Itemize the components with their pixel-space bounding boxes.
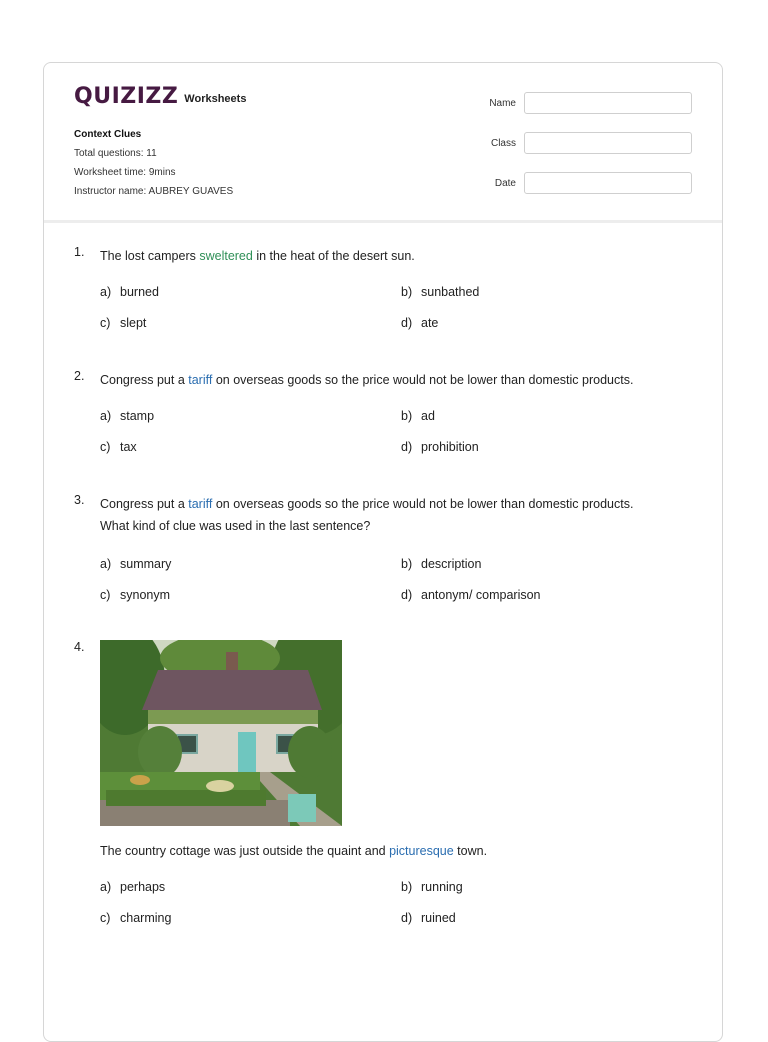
name-label: Name <box>489 97 516 109</box>
option-letter: a) <box>100 557 112 571</box>
instructor-name: Instructor name: AUBREY GUAVES <box>74 186 234 197</box>
option-d[interactable] <box>401 911 456 925</box>
option-letter: b) <box>401 409 413 423</box>
option-label: ate <box>421 316 439 330</box>
question-text <box>100 369 690 391</box>
question-2 <box>74 369 694 479</box>
option-label: perhaps <box>120 880 166 894</box>
keyword: tariff <box>188 373 213 387</box>
question-text-part: Congress put a <box>100 373 189 387</box>
date-row <box>482 171 692 195</box>
option-label: slept <box>120 316 147 330</box>
option-label: sunbathed <box>421 285 480 299</box>
question-text-part: on overseas goods so the price would not be lower than domestic products. <box>212 497 634 511</box>
option-a[interactable] <box>100 409 154 423</box>
option-b[interactable] <box>401 557 481 571</box>
keyword: picturesque <box>389 844 454 858</box>
question-text-part: What kind of clue was used in the last sentence? <box>100 519 371 533</box>
question-text <box>100 840 690 862</box>
class-row <box>482 131 692 155</box>
cottage-image <box>100 640 342 826</box>
class-field[interactable] <box>524 132 692 154</box>
logo-wordmark: QUIZIZZ <box>74 84 179 109</box>
question-text-part: The country cottage was just outside the quaint and <box>100 844 390 858</box>
option-c[interactable] <box>100 911 171 925</box>
option-label: ruined <box>421 911 456 925</box>
class-label: Class <box>490 137 516 149</box>
option-d[interactable] <box>401 588 541 602</box>
logo-subtitle: Worksheets <box>184 93 247 105</box>
option-label: summary <box>120 557 172 571</box>
name-field[interactable] <box>524 92 692 114</box>
question-text <box>100 245 690 267</box>
quizizz-logo <box>74 85 246 109</box>
option-letter: d) <box>401 588 413 602</box>
option-letter: b) <box>401 285 413 299</box>
question-text-part: The lost campers <box>100 249 200 263</box>
question-text-part: on overseas goods so the price would not be lower than domestic products. <box>212 373 634 387</box>
question-text-part: in the heat of the desert sun. <box>252 249 415 263</box>
option-a[interactable] <box>100 285 159 299</box>
worksheet <box>43 62 723 1042</box>
option-letter: c) <box>100 316 111 330</box>
question-text-part: town. <box>453 844 488 858</box>
option-d[interactable] <box>401 440 479 454</box>
question-4 <box>74 640 694 940</box>
option-label: ad <box>421 409 435 423</box>
worksheet-time: Worksheet time: 9mins <box>74 167 176 178</box>
option-c[interactable] <box>100 588 170 602</box>
option-letter: d) <box>401 911 413 925</box>
option-a[interactable] <box>100 880 165 894</box>
option-letter: a) <box>100 285 112 299</box>
option-label: prohibition <box>421 440 479 454</box>
question-number: 2. <box>74 369 85 383</box>
date-label: Date <box>494 177 516 189</box>
option-letter: d) <box>401 316 413 330</box>
option-d[interactable] <box>401 316 438 330</box>
worksheet-title: Context Clues <box>74 129 142 140</box>
keyword: sweltered <box>199 249 253 263</box>
worksheet-header <box>44 63 722 223</box>
student-fields <box>482 91 692 211</box>
option-label: description <box>421 557 482 571</box>
option-a[interactable] <box>100 557 171 571</box>
question-1 <box>74 245 694 355</box>
option-b[interactable] <box>401 880 463 894</box>
worksheet-meta <box>74 125 233 201</box>
option-b[interactable] <box>401 409 435 423</box>
option-label: running <box>421 880 463 894</box>
name-row <box>482 91 692 115</box>
option-letter: c) <box>100 440 111 454</box>
option-label: stamp <box>120 409 155 423</box>
option-letter: d) <box>401 440 413 454</box>
question-number: 4. <box>74 640 85 654</box>
option-c[interactable] <box>100 440 137 454</box>
option-label: synonym <box>120 588 171 602</box>
date-field[interactable] <box>524 172 692 194</box>
question-text <box>100 493 690 537</box>
option-letter: b) <box>401 557 413 571</box>
option-letter: c) <box>100 911 111 925</box>
option-label: burned <box>120 285 159 299</box>
option-b[interactable] <box>401 285 479 299</box>
option-letter: c) <box>100 588 111 602</box>
question-text-part: Congress put a <box>100 497 189 511</box>
question-number: 1. <box>74 245 85 259</box>
option-label: charming <box>120 911 172 925</box>
option-letter: b) <box>401 880 413 894</box>
option-label: tax <box>120 440 137 454</box>
option-letter: a) <box>100 880 112 894</box>
option-c[interactable] <box>100 316 146 330</box>
keyword: tariff <box>188 497 213 511</box>
question-3 <box>74 493 694 623</box>
option-label: antonym/ comparison <box>421 588 541 602</box>
option-letter: a) <box>100 409 112 423</box>
total-questions: Total questions: 11 <box>74 148 157 159</box>
question-number: 3. <box>74 493 85 507</box>
